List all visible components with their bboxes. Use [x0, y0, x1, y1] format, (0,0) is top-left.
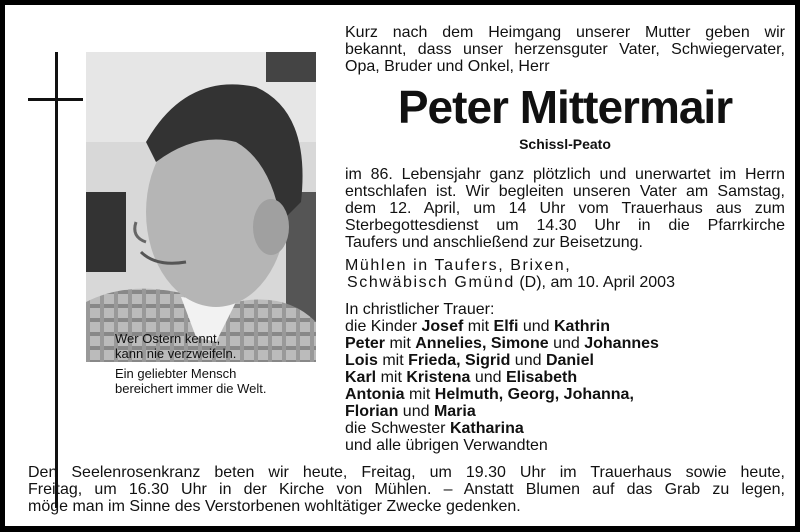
mourner-text: mit — [385, 335, 416, 352]
mourner-name: Helmuth, Georg, Johanna, — [434, 386, 634, 403]
mourner-name: Lois — [345, 352, 378, 369]
obituary-page — [5, 5, 795, 526]
body-line: entschlafen ist. Wir begleiten unseren Vater am Samstag, — [345, 183, 785, 200]
intro-line: Opa, Bruder und Onkel, Herr — [345, 58, 550, 75]
intro-line: Kurz nach dem Heimgang unserer Mutter geben wir — [345, 24, 785, 41]
quote-line: Ein geliebter Mensch — [115, 366, 237, 381]
mourner-name: Peter — [345, 335, 386, 352]
deceased-name: Peter Mittermair — [397, 81, 733, 133]
mourner-line — [345, 369, 785, 386]
quote-line: bereichert immer die Welt. — [115, 381, 267, 396]
mourner-line — [345, 420, 785, 437]
mourner-line — [345, 437, 785, 454]
mourner-text: mit — [404, 386, 435, 403]
mourner-name: Annelies, Simone — [415, 335, 549, 352]
mourner-name: Elfi — [493, 318, 519, 335]
deceased-nickname: Schissl-Peato — [519, 136, 611, 152]
mourner-name: Karl — [345, 369, 377, 386]
mourner-text: und alle übrigen Verwandten — [345, 437, 548, 454]
mourner-name: Maria — [433, 403, 476, 420]
mourner-text: die Schwester — [345, 420, 450, 437]
cross-icon — [55, 52, 58, 508]
mourner-name: Daniel — [545, 352, 594, 369]
mourner-line — [345, 335, 785, 352]
footer-line: möge man im Sinne des Verstorbenen wohltätiger Zwecke gedenken. — [28, 498, 521, 515]
cross-icon-bar — [28, 98, 83, 101]
place-text: Schwäbisch Gmünd — [347, 274, 515, 291]
mourner-name: Antonia — [345, 386, 405, 403]
mourner-text: mit — [463, 318, 494, 335]
mourner-line — [345, 386, 785, 403]
mourner-name: Katharina — [449, 420, 524, 437]
mourner-line — [345, 352, 785, 369]
body-line: Taufers und anschließend zur Beisetzung. — [345, 234, 643, 251]
mourner-name: Elisabeth — [505, 369, 578, 386]
mourner-line — [345, 318, 785, 335]
place-line: Mühlen in Taufers, Brixen, — [345, 257, 572, 274]
intro-line: bekannt, dass unser herzensguter Vater, Schwiegervater, — [345, 41, 785, 58]
mourner-text: mit — [377, 352, 409, 369]
mourner-name: Florian — [345, 403, 399, 420]
footer-line: Den Seelenrosenkranz beten wir heute, Freitag, um 19.30 Uhr im Trauerhaus sowie heute, — [28, 464, 785, 481]
body-line: Sterbegottesdienst um 14.30 Uhr in die Pfarrkirche — [345, 217, 785, 234]
mourner-text: und — [470, 369, 506, 386]
mourner-text: und — [510, 352, 546, 369]
mourner-name: Johannes — [584, 335, 659, 352]
mourner-name: Kathrin — [554, 318, 610, 335]
body-line: dem 12. April, um 14 Uhr vom Trauerhaus aus zum — [345, 200, 785, 217]
mourner-name: Kristena — [406, 369, 471, 386]
mourner-text: mit — [376, 369, 407, 386]
mourner-name: Frieda, Sigrid — [408, 352, 511, 369]
mourners-heading: In christlicher Trauer: — [345, 301, 495, 318]
body-line: im 86. Lebensjahr ganz plötzlich und unerwartet im Herrn — [345, 166, 785, 183]
footer-line: Freitag, um 16.30 Uhr in der Kirche von Mühlen. – Anstatt Blumen auf das Grab zu legen, — [28, 481, 785, 498]
quote-line: kann nie verzweifeln. — [115, 346, 237, 361]
quote-line: Wer Ostern kennt, — [115, 331, 221, 346]
mourner-text: und — [398, 403, 434, 420]
place-date-line — [347, 274, 787, 291]
mourner-text: die Kinder — [345, 318, 422, 335]
portrait-photo — [86, 52, 316, 362]
mourner-name: Josef — [421, 318, 464, 335]
mourner-text: und — [548, 335, 585, 352]
mourner-line — [345, 403, 785, 420]
mourner-text: und — [518, 318, 554, 335]
date-text: (D), am 10. April 2003 — [514, 274, 675, 291]
